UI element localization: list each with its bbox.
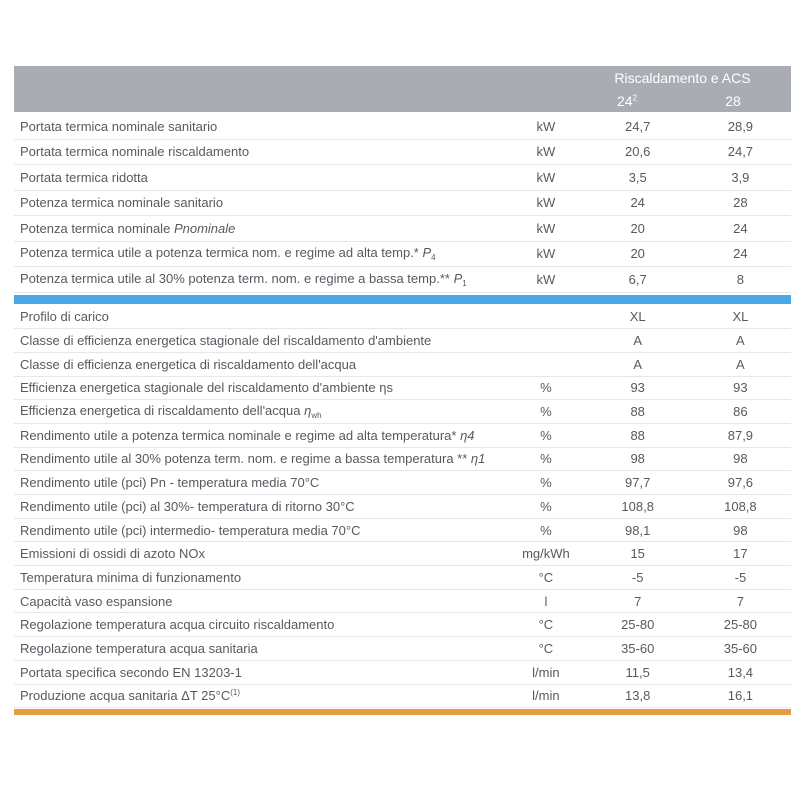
- row-label: Classe di efficienza energetica di riscaldamento dell'acqua: [20, 356, 357, 372]
- table-footer-line: [14, 709, 791, 715]
- table-row: [14, 216, 791, 242]
- row-unit: kW: [536, 220, 556, 236]
- row-label: Portata termica ridotta: [20, 169, 148, 185]
- value-24: 24,7: [625, 118, 651, 134]
- table-row: [14, 191, 791, 217]
- value-24: 13,8: [625, 688, 651, 704]
- value-28: 87,9: [727, 427, 754, 443]
- row-unit: kW: [536, 118, 556, 134]
- value-24: 88: [630, 427, 645, 443]
- table-row: [14, 566, 791, 590]
- table-row: [14, 613, 791, 637]
- row-unit: kW: [536, 271, 556, 287]
- value-28: 8: [736, 271, 744, 287]
- table-row: [14, 267, 791, 293]
- row-label: Efficienza energetica di riscaldamento dell'acqua $\eta_{wh}$: [20, 403, 322, 421]
- value-24: 25-80: [621, 617, 655, 633]
- value-28: 93: [733, 380, 748, 396]
- row-label: Portata termica nominale riscaldamento: [20, 144, 250, 160]
- value-24: 15: [630, 546, 645, 562]
- value-24: 97,7: [625, 475, 651, 491]
- value-28: 28,9: [727, 118, 754, 134]
- row-unit: %: [540, 475, 552, 491]
- table-row: [14, 685, 791, 709]
- table-row: [14, 114, 791, 140]
- row-unit: °C: [538, 569, 554, 585]
- row-label: Classe di efficienza energetica stagionale del riscaldamento d'ambiente: [20, 333, 432, 349]
- row-unit: kW: [536, 169, 556, 185]
- row-unit: %: [540, 404, 552, 420]
- row-unit: kW: [536, 195, 556, 211]
- group-title: Riscaldamento e ACS: [614, 70, 751, 86]
- value-28: -5: [734, 569, 747, 585]
- row-label: Rendimento utile (pci) al 30%- temperatura di ritorno 30°C: [20, 498, 355, 514]
- value-24: 93: [630, 380, 645, 396]
- value-24: 24: [630, 195, 645, 211]
- row-unit: %: [540, 522, 552, 538]
- row-label: Capacità vaso espansione: [20, 593, 173, 609]
- value-24: 98: [630, 451, 645, 467]
- row-label: Potenza termica utile a potenza termica nom. e regime ad alta temp.* $P_4$: [20, 245, 436, 263]
- table-header: [14, 66, 791, 114]
- table-row: [14, 377, 791, 401]
- table-row: [14, 140, 791, 166]
- table-row: [14, 400, 791, 424]
- row-unit: mg/kWh: [522, 546, 570, 562]
- value-24: 3,5: [628, 169, 647, 185]
- row-label: Produzione acqua sanitaria ΔT $25^\circ C^{(1)}$: [20, 688, 240, 704]
- value-24: 11,5: [625, 664, 650, 680]
- value-24: 35-60: [621, 640, 655, 656]
- table-row: [14, 590, 791, 614]
- model-column-28: 28: [725, 93, 741, 109]
- table-row: [14, 542, 791, 566]
- value-28: 86: [733, 404, 748, 420]
- row-unit: °C: [538, 617, 554, 633]
- value-24: 20,6: [625, 144, 651, 160]
- value-24: 20: [630, 246, 645, 262]
- value-24: XL: [629, 309, 646, 325]
- row-label: Emissioni di ossidi di azoto NOx: [20, 546, 205, 562]
- table-row: [14, 637, 791, 661]
- value-24: 7: [634, 593, 642, 609]
- row-label: Profilo di carico: [20, 309, 109, 325]
- table-row: [14, 242, 791, 268]
- row-label: Efficienza energetica stagionale del riscaldamento d'ambiente ηs: [20, 380, 393, 396]
- row-label: Rendimento utile (pci) intermedio- temperatura media 70°C: [20, 522, 361, 538]
- row-unit: l/min: [532, 664, 560, 680]
- table-row: [14, 329, 791, 353]
- row-unit: %: [540, 451, 552, 467]
- value-28: 24: [733, 220, 748, 236]
- value-24: 108,8: [621, 498, 654, 514]
- value-28: 97,6: [727, 475, 754, 491]
- row-label: Rendimento utile (pci) Pn - temperatura media 70°C: [20, 475, 320, 491]
- row-label: Potenza termica utile al 30% potenza term. nom. e regime a bassa temp.** $P_1$: [20, 270, 467, 288]
- value-28: A: [736, 333, 745, 349]
- table-row: [14, 448, 791, 472]
- table-row: [14, 519, 791, 543]
- value-24: A: [633, 333, 643, 349]
- spec-table: [14, 66, 791, 715]
- value-28: 35-60: [723, 640, 758, 656]
- row-label: Temperatura minima di funzionamento: [20, 569, 242, 585]
- value-24: -5: [631, 569, 644, 585]
- row-unit: kW: [536, 144, 556, 160]
- row-unit: kW: [536, 246, 556, 262]
- row-unit: %: [540, 498, 552, 514]
- section-separator: [14, 295, 791, 304]
- table-row: [14, 165, 791, 191]
- value-28: 13,4: [727, 664, 754, 680]
- value-28: 16,1: [727, 688, 754, 704]
- value-28: 24: [733, 246, 748, 262]
- row-unit: l/min: [532, 688, 560, 704]
- value-28: 98: [733, 522, 748, 538]
- table-row: [14, 495, 791, 519]
- row-label: Portata termica nominale sanitario: [20, 118, 218, 134]
- row-label: Rendimento utile al 30% potenza term. nom. e regime a bassa temperatura ** η1: [20, 451, 486, 467]
- table-row: [14, 471, 791, 495]
- model-1-note: 2: [632, 93, 638, 103]
- row-label: Potenza termica nominale Pnominale: [20, 220, 236, 236]
- value-28: 3,9: [731, 169, 750, 185]
- table-row: [14, 353, 791, 377]
- power-section: [14, 114, 791, 293]
- value-24: A: [633, 356, 643, 372]
- row-label: Rendimento utile a potenza termica nominale e regime ad alta temperatura* η4: [20, 427, 475, 443]
- value-28: 28: [733, 195, 748, 211]
- value-24: 6,7: [628, 271, 647, 287]
- value-24: 20: [630, 220, 645, 236]
- value-28: 7: [736, 593, 744, 609]
- value-28: 108,8: [724, 498, 757, 514]
- model-1-label: 24: [616, 93, 633, 109]
- value-28: 25-80: [723, 617, 758, 633]
- row-unit: l: [544, 593, 548, 609]
- model-column-24: [572, 93, 682, 109]
- value-28: A: [736, 356, 745, 372]
- row-label: Regolazione temperatura acqua circuito riscaldamento: [20, 617, 335, 633]
- efficiency-section: [14, 306, 791, 709]
- value-24: 88: [630, 404, 645, 420]
- value-28: 24,7: [727, 144, 754, 160]
- value-24: 98,1: [625, 522, 651, 538]
- row-label: Portata specifica secondo EN 13203-1: [20, 664, 242, 680]
- table-row: [14, 306, 791, 330]
- row-unit: °C: [538, 640, 554, 656]
- row-label: Regolazione temperatura acqua sanitaria: [20, 640, 258, 656]
- value-28: 98: [733, 451, 748, 467]
- row-label: Potenza termica nominale sanitario: [20, 195, 224, 211]
- table-row: [14, 424, 791, 448]
- value-28: 17: [733, 546, 748, 562]
- row-unit: %: [540, 427, 552, 443]
- table-row: [14, 661, 791, 685]
- value-28: XL: [732, 309, 749, 325]
- row-unit: %: [540, 380, 552, 396]
